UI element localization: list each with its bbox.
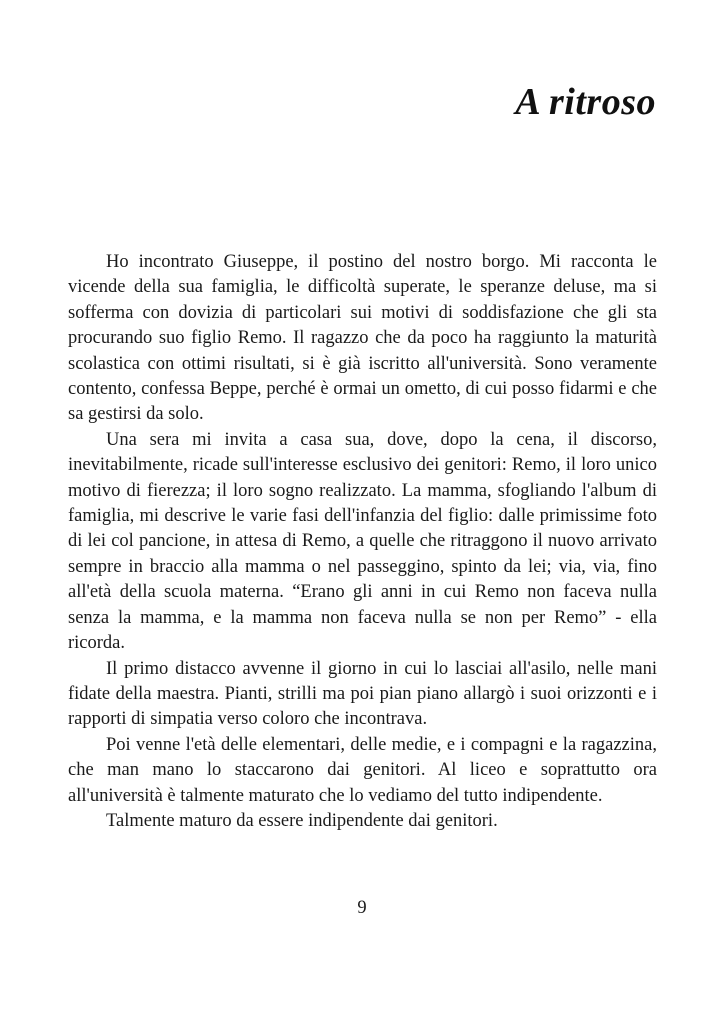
paragraph: Talmente maturo da essere indipendente dai genitori. <box>106 810 498 831</box>
paragraph: Ho incontrato Giuseppe, il postino del nostro borgo. Mi racconta le vicende della sua famiglia, le difficoltà superate, le speranze deluse, ma si sofferma con dovizia di particolari sui motivi di soddisfazione che gli sta procurando suo figlio Remo. Il ragazzo che da poco ha raggiunto la maturità scolastica con ottimi risultati, si è già iscritto all'università. Sono veramente contento, confessa Beppe, perché è ormai un ometto, di cui posso fidarmi e che sa gestirsi da solo. <box>68 252 657 425</box>
paragraph: Una sera mi invita a casa sua, dove, dopo la cena, il discorso, inevitabilmente, ricade sull'interesse esclusivo dei genitori: Remo, il loro unico motivo di fierezza; il loro sogno realizzato. La mamma, sfogliando l'album di famiglia, mi descrive le varie fasi dell'infanzia del figlio: dalle primissime foto di lei col pancione, in attesa di Remo, a quelle che ritraggono il nuovo arrivato sempre in braccio alla mamma o nel passeggino, spinto da lei; via, via, fino all'età della scuola materna. “Erano gli anni in cui Remo non faceva nulla senza la mamma, e la mamma non faceva nulla se non per Remo” - ella ricorda. <box>68 429 657 654</box>
chapter-body <box>68 250 657 834</box>
paragraph: Poi venne l'età delle elementari, delle medie, e i compagni e la ragazzina, che man mano lo staccarono dai genitori. Al liceo e soprattutto ora all'università è talmente maturato che lo vediamo del tutto indipendente. <box>68 734 657 806</box>
page-number: 9 <box>357 898 367 918</box>
paragraph: Il primo distacco avvenne il giorno in cui lo lasciai all'asilo, nelle mani fidate della maestra. Pianti, strilli ma poi pian piano allargò i suoi orizzonti e i rapporti di simpatia verso coloro che incontrava. <box>68 658 657 730</box>
chapter-title: A ritroso <box>515 81 656 123</box>
